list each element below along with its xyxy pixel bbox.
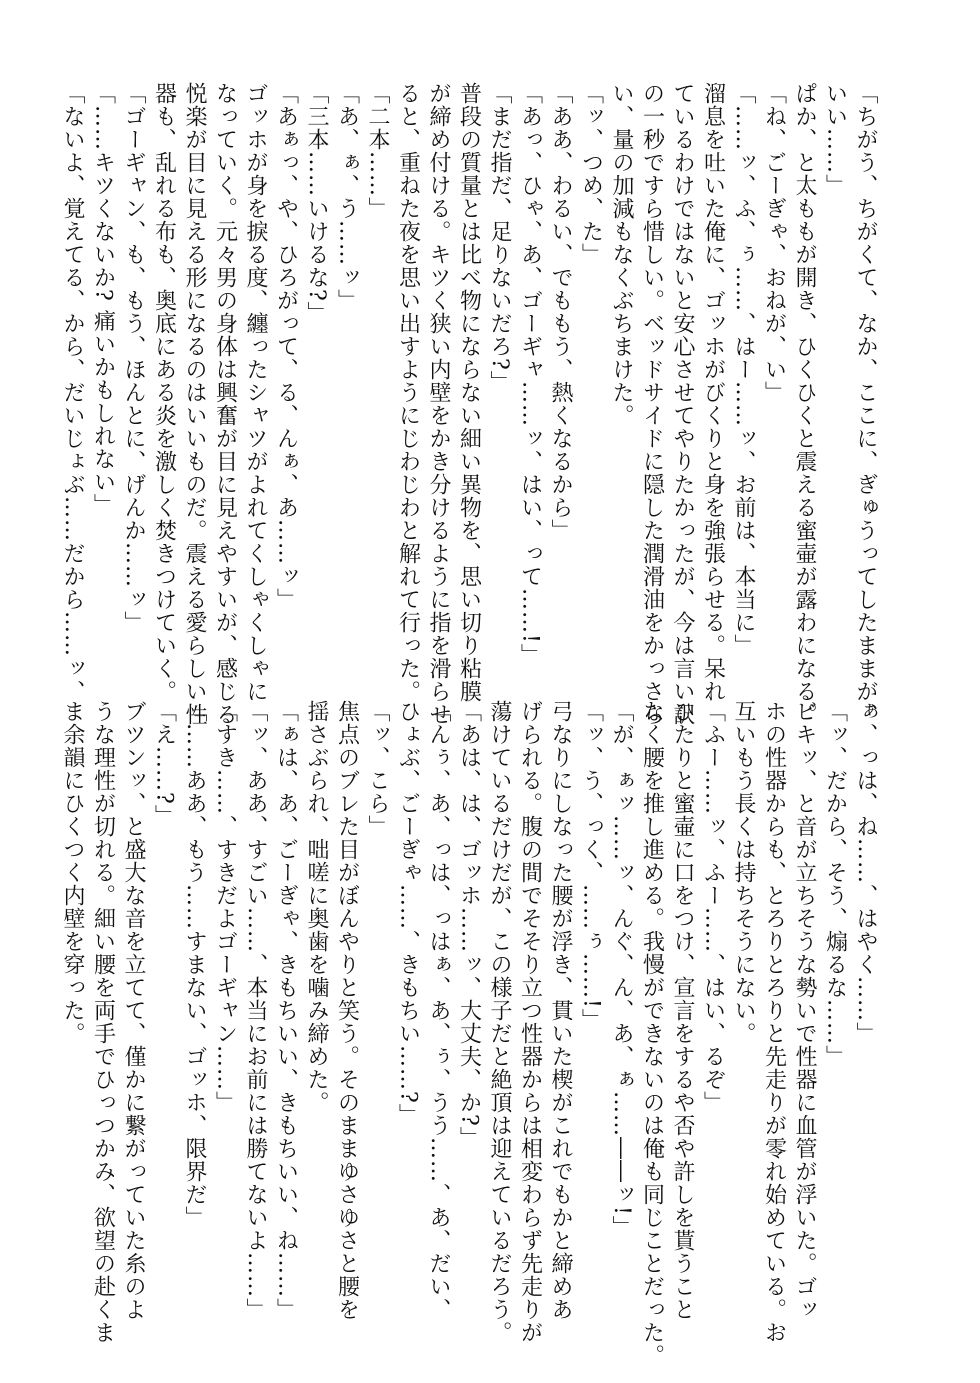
text-line: 「んぅ、あ、っは、っはぁ、あ、ぅ、うう……、あ、だい、 — [426, 700, 451, 1321]
text-line: 「ね、ごーぎゃ、おねが、い」 — [761, 82, 787, 404]
text-line: 「ふー……ッ、ふー……、はい、るぞ」 — [700, 700, 726, 1114]
text-line: の一秒ですら惜しい。ベッドサイドに隠した潤滑油をかっさら — [639, 82, 665, 726]
text-line: ま余韻にひくつく内壁を穿った。 — [60, 700, 85, 1045]
text-line: 普段の質量とは比べ物にならない細い異物を、思い切り粘膜 — [456, 82, 482, 703]
text-line: 弓なりにしなった腰が浮き、貫いた楔がこれでもかと締めあ — [548, 700, 573, 1321]
text-line: 揺さぶられ、咄嗟に奥歯を噛み締めた。 — [304, 700, 329, 1114]
text-line: 「まだ指だ、足りないだろ?」 — [487, 82, 512, 394]
text-line: げられる。腹の間でそそり立つ性器からは相変わらず先走りが — [517, 700, 543, 1344]
text-line: ゴッホが身を捩る度、纏ったシャツがよれてくしゃくしゃに — [243, 82, 268, 703]
text-line: ると、重ねた夜を思い出すようにじわじわと解れて行った。 — [395, 82, 421, 703]
text-line: 「ッ、ああ、すごい……、本当にお前には勝てないよ……」 — [243, 700, 268, 1321]
text-line: ブツンッ、と盛大な音を立てて、僅かに繋がっていた糸のよ — [121, 700, 146, 1321]
text-line: 「え……?」 — [151, 700, 177, 828]
text-line: うな理性が切れる。細い腰を両手でひっつかみ、欲望の赴くま — [90, 700, 116, 1344]
text-line: 器も、乱れる布も、奥底にある炎を激しく焚きつけていく。 — [151, 82, 177, 703]
text-line: が締め付ける。キツく狭い内壁をかき分けるように指を滑らせ — [426, 82, 451, 726]
text-line: 「ああ、わるい、でももう、熱くなるから」 — [548, 82, 573, 542]
text-line: 「ないよ、覚えてる、から、だいじょぶ……だから……ッ、 — [60, 82, 85, 703]
text-line: 「ッ、こら」 — [365, 700, 390, 838]
text-line: 蕩けているだけだが、この様子だと絶頂は迎えているだろう。 — [487, 700, 512, 1344]
text-line: ひょぶ、ごーぎゃ……、きもちい……?」 — [395, 700, 421, 1127]
text-line: 「ッ、つめ、た」 — [578, 82, 604, 266]
text-line: 「あぁっ、や、ひろがって、る、んぁ、あ……ッ」 — [273, 82, 299, 611]
text-line: ひたりと蜜壷に口をつけ、宣言をするや否や許しを貰うこと — [670, 700, 695, 1321]
text-line: なく腰を推し進める。我慢ができないのは俺も同じことだった。 — [639, 700, 665, 1367]
text-line: なっていく。元々男の身体は興奮が目に見えやすいが、感じる — [212, 82, 238, 726]
text-line: 「すき……、すきだよゴーギャン……」 — [212, 700, 238, 1114]
text-line: ぁ、っは、ね……、はやく……」 — [853, 700, 878, 1045]
text-line: 「ぁは、あ、ごーぎゃ、きもちいい、きもちいい、ね……」 — [273, 700, 299, 1321]
text-block-bottom — [60, 700, 880, 1367]
text-line: 「ッ、だから、そう、煽るな……」 — [822, 700, 848, 1068]
text-line: 互いもう長くは持ちそうにない。 — [731, 700, 756, 1045]
text-line: ているわけではないと安心させてやりたかったが、今は言い訳 — [670, 82, 695, 726]
text-line: 焦点のブレた目がぼんやりと笑う。そのままゆさゆさと腰を — [334, 700, 360, 1321]
text-line: 「……ッ、ふ、ぅ……、はー……ッ、お前は、本当に」 — [731, 82, 756, 657]
text-line: いい……」 — [822, 82, 848, 197]
text-line: 「……ああ、もう……すまない、ゴッホ、限界だ」 — [182, 700, 207, 1229]
text-line: 溜息を吐いた俺に、ゴッホがびくりと身を強張らせる。呆れ — [700, 82, 726, 703]
text-line: い、量の加減もなくぶちまけた。 — [609, 82, 634, 427]
text-line: 「ちがう、ちがくて、なか、ここに、ぎゅうってしたままが、 — [853, 82, 878, 726]
text-line: ホの性器からも、とろりとろりと先走りが零れ始めている。お — [761, 700, 787, 1344]
text-line: 「……キツくないか? 痛いかもしれない」 — [90, 82, 116, 517]
text-line: 「あ、ぁ、う……ッ」 — [334, 82, 360, 312]
text-line: 「あは、は、ゴッホ……ッ、大丈夫、か?」 — [456, 700, 482, 1150]
text-line: 「三本……いけるな?」 — [304, 82, 329, 325]
text-line: ビキッ、と音が立ちそうな勢いで性器に血管が浮いた。ゴッ — [792, 700, 817, 1321]
text-line: 「あっ、ひゃ、あ、ゴーギャ……ッ、はい、って……!」 — [517, 82, 543, 667]
text-line: 悦楽が目に見える形になるのはいいものだ。震える愛らしい性 — [182, 82, 207, 726]
text-block-top — [60, 82, 880, 726]
text-line: ぱか、と太ももが開き、ひくひくと震える蜜壷が露わになる。 — [792, 82, 817, 726]
text-line: 「が、ぁッ……ッ、んぐ、ん、あ、ぁ……――ッ!」 — [609, 700, 634, 1239]
text-line: 「ゴーギャン、も、もう、ほんとに、げんか……ッ」 — [121, 82, 146, 634]
text-line: 「二本……」 — [365, 82, 390, 220]
text-line: 「ッ、う、っく、……ぅ……!」 — [578, 700, 604, 1032]
